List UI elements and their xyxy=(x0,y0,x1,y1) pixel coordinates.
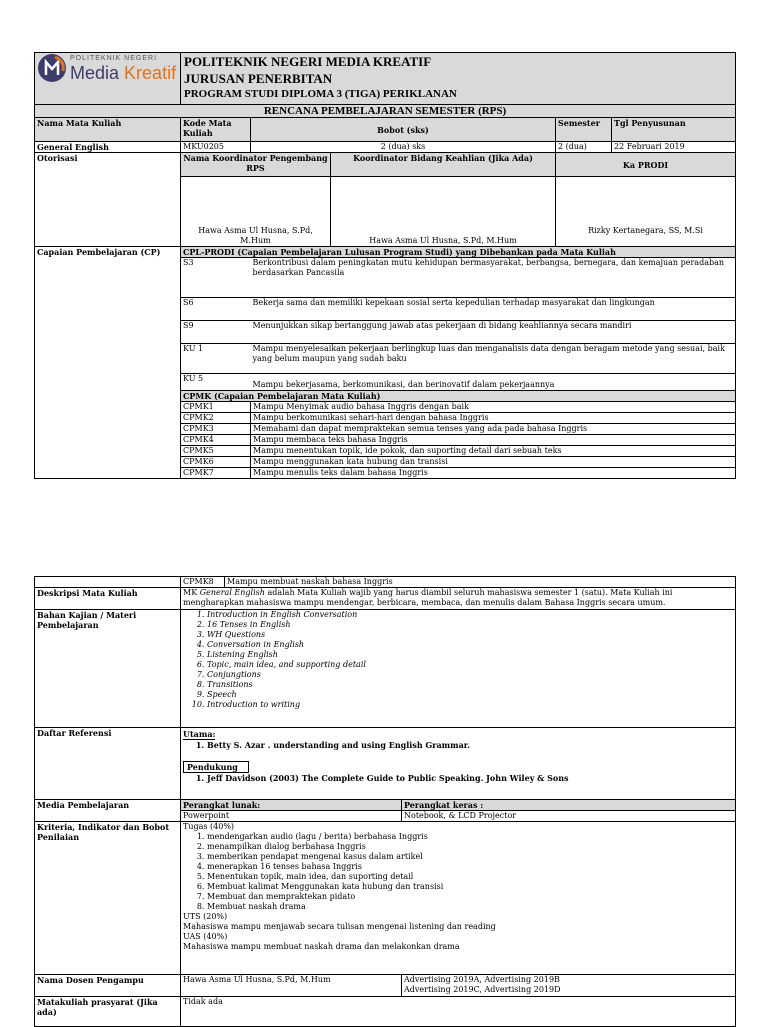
cpl-code: S6 xyxy=(181,298,251,321)
rps-detail-table xyxy=(34,576,736,1027)
list-item: 8. Membuat naskah drama xyxy=(207,902,733,912)
list-item: 6. Topic, main idea, and supporting detail xyxy=(207,660,733,670)
list-item: 3. WH Questions xyxy=(207,630,733,640)
label-date: Tgl Penyusunan xyxy=(612,118,736,142)
cpl-text: Bekerja sama dan memiliki kepekaan sosial serta kepedulian terhadap masyarakat dan lingkungan xyxy=(251,298,736,321)
ref-main-label: Utama: xyxy=(183,729,216,739)
course-description xyxy=(181,588,736,610)
course-code: MKU0205 xyxy=(181,142,251,153)
cpmk-text: Mampu Menyimak audio bahasa Inggris dengan baik xyxy=(251,402,736,413)
cpmk-code: CPMK7 xyxy=(181,468,251,479)
cpmk-code: CPMK2 xyxy=(181,413,251,424)
cpmk8-code: CPMK8 xyxy=(181,577,225,588)
empty-cell xyxy=(35,577,181,588)
list-item: 4. menerapkan 16 tenses bahasa Inggris xyxy=(207,862,733,872)
cpl-text: Mampu bekerjasama, berkomunikasi, dan berinovatif dalam pekerjaannya xyxy=(251,374,736,391)
label-course-code: Kode Mata Kuliah xyxy=(181,118,251,142)
course-semester: 2 (dua) xyxy=(556,142,612,153)
list-item: 10. Introduction to writing xyxy=(207,700,733,710)
institution-name: POLITEKNIK NEGERI MEDIA KREATIF xyxy=(184,54,432,69)
list-item: 6. Membuat kalimat Menggunakan kata hubung dan transisi xyxy=(207,882,733,892)
label-field-coordinator: Koordinator Bidang Keahlian (Jika Ada) xyxy=(331,153,556,177)
list-item: 1. Introduction in English Conversation xyxy=(207,610,733,620)
desc-post: adalah Mata Kuliah wajib yang harus diambil seluruh mahasiswa semester 1 (satu). Mata Kuliah ini mengharapkan mahasiswa mampu mendengar, berbicara, membaca, dan menulis dalam Bahasa Inggris secara umum. xyxy=(183,588,673,607)
cpmk-text: Mampu menulis teks dalam bahasa Inggris xyxy=(251,468,736,479)
uts-text: Mahasiswa mampu menjawab secara tulisan mengenai listening dan reading xyxy=(183,922,496,931)
cpl-text: Berkontribusi dalam peningkatan mutu kehidupan bermasyarakat, berbangsa, bernegara, dan kemajuan peradaban berdasarkan Pancasila xyxy=(251,258,736,298)
institution-cell xyxy=(181,53,736,105)
logo-top-text: POLITEKNIK NEGERI xyxy=(70,55,158,62)
department-name: JURUSAN PENERBITAN xyxy=(184,71,333,86)
hardware-value: Notebook, & LCD Projector xyxy=(402,811,736,822)
label-materials: Bahan Kajian / Materi Pembelajaran xyxy=(35,610,181,728)
ref-support-label: Pendukung xyxy=(183,761,249,773)
list-item: 5. Listening English xyxy=(207,650,733,660)
label-credit: Bobot (sks) xyxy=(251,118,556,142)
label-cp: Capaian Pembelajaran (CP) xyxy=(35,247,181,479)
label-lecturer: Nama Dosen Pengampu xyxy=(35,975,181,997)
label-course-name: Nama Mata Kuliah xyxy=(35,118,181,142)
cpl-code: KU 5 xyxy=(181,374,251,391)
cpmk-text: Mampu membaca teks bahasa Inggris xyxy=(251,435,736,446)
cpmk-header: CPMK (Capaian Pembelajaran Mata Kuliah) xyxy=(181,391,736,402)
label-head: Ka PRODI xyxy=(556,153,736,177)
course-credit: 2 (dua) sks xyxy=(251,142,556,153)
logo-cell xyxy=(35,53,181,105)
course-name: General English xyxy=(35,142,181,153)
cpmk-code: CPMK6 xyxy=(181,457,251,468)
ref-main-list xyxy=(183,740,733,750)
uts-label: UTS (20%) xyxy=(183,912,228,921)
course-date: 22 Februari 2019 xyxy=(612,142,736,153)
desc-italic: General English xyxy=(199,588,265,597)
cpmk8-text: Mampu membuat naskah bahasa Inggris xyxy=(225,577,736,588)
cpl-text: Mampu menyelesaikan pekerjaan berlingkup luas dan menganalisis data dengan beragam metode yang sesuai, baik yang belum maupun yang sudah baku xyxy=(251,344,736,374)
cpmk-code: CPMK4 xyxy=(181,435,251,446)
cpmk-text: Memahami dan dapat mempraktekan semua tenses yang ada pada bahasa Inggris xyxy=(251,424,736,435)
logo-kreatif-text: Kreatif xyxy=(124,63,177,83)
list-item: 2. menampilkan dialog berbahasa Inggris xyxy=(207,842,733,852)
label-semester: Semester xyxy=(556,118,612,142)
list-item: 5. Menentukan topik, main idea, dan suporting detail xyxy=(207,872,733,882)
prerequisite-value: Tidak ada xyxy=(181,997,736,1027)
list-item: 3. memberikan pendapat mengenai kasus dalam artikel xyxy=(207,852,733,862)
coordinator-name: Hawa Asma Ul Husna, S.Pd, M.Hum xyxy=(181,177,331,247)
list-item: 7. Conjungtions xyxy=(207,670,733,680)
cpmk-text: Mampu menggunakan kata hubung dan transisi xyxy=(251,457,736,468)
criteria-cell xyxy=(181,822,736,975)
cpmk-code: CPMK5 xyxy=(181,446,251,457)
tugas-label: Tugas (40%) xyxy=(183,822,235,831)
lecturer-classes xyxy=(402,975,736,997)
cpl-header: CPL-PRODI (Capaian Pembelajaran Lulusan Program Studi) yang Dibebankan pada Mata Kuliah xyxy=(181,247,736,258)
head-name: Rizky Kertanegara, SS, M.Si xyxy=(556,177,736,247)
list-item: 1. Jeff Davidson (2003) The Complete Guide to Public Speaking. John Wiley & Sons xyxy=(207,773,733,783)
cpl-text: Menunjukkan sikap bertanggung jawab atas pekerjaan di bidang keahliannya secara mandiri xyxy=(251,321,736,344)
lecturer-name: Hawa Asma Ul Husna, S.Pd, M.Hum xyxy=(181,975,402,997)
software-value: Powerpoint xyxy=(181,811,402,822)
list-item: 7. Membuat dan mempraktekan pidato xyxy=(207,892,733,902)
uas-label: UAS (40%) xyxy=(183,932,228,941)
label-hardware: Perangkat keras : xyxy=(402,800,736,811)
cpl-code: S9 xyxy=(181,321,251,344)
label-criteria: Kriteria, Indikator dan Bobot Penilaian xyxy=(35,822,181,975)
tugas-list xyxy=(183,832,733,912)
list-item: 2. 16 Tenses in English xyxy=(207,620,733,630)
classes-line-2: Advertising 2019C, Advertising 2019D xyxy=(404,985,561,994)
materials-list xyxy=(183,610,733,710)
logo-icon xyxy=(37,53,67,83)
cpmk-text: Mampu menentukan topik, ide pokok, dan suporting detail dari sebuah teks xyxy=(251,446,736,457)
cpl-code: S3 xyxy=(181,258,251,298)
label-description: Deskripsi Mata Kuliah xyxy=(35,588,181,610)
label-references: Daftar Referensi xyxy=(35,728,181,800)
label-authorization: Otorisasi xyxy=(35,153,181,247)
materials-cell xyxy=(181,610,736,728)
desc-pre: MK xyxy=(183,588,200,597)
label-prerequisite: Matakuliah prasyarat (Jika ada) xyxy=(35,997,181,1027)
list-item: 1. mendengarkan audio (lagu / berita) berbahasa Inggris xyxy=(207,832,733,842)
cpl-code: KU 1 xyxy=(181,344,251,374)
references-cell xyxy=(181,728,736,800)
program-name: PROGRAM STUDI DIPLOMA 3 (TIGA) PERIKLANAN xyxy=(184,88,457,100)
doc-title: RENCANA PEMBELAJARAN SEMESTER (RPS) xyxy=(35,105,736,118)
label-coordinator: Nama Koordinator Pengembang RPS xyxy=(181,153,331,177)
logo-media-text: Media xyxy=(70,63,120,83)
label-media: Media Pembelajaran xyxy=(35,800,181,822)
ref-support-list xyxy=(183,773,733,783)
uas-text: Mahasiswa mampu membuat naskah drama dan melakonkan drama xyxy=(183,942,460,951)
list-item: 9. Speech xyxy=(207,690,733,700)
cpmk-text: Mampu berkomunikasi sehari-hari dengan bahasa Inggris xyxy=(251,413,736,424)
cpmk-code: CPMK3 xyxy=(181,424,251,435)
list-item: 8. Transitions xyxy=(207,680,733,690)
rps-header-table xyxy=(34,52,736,479)
list-item: 1. Betty S. Azar . understanding and using English Grammar. xyxy=(207,740,733,750)
classes-line-1: Advertising 2019A, Advertising 2019B xyxy=(404,975,560,984)
field-coordinator-name: Hawa Asma Ul Husna, S.Pd, M.Hum xyxy=(331,177,556,247)
list-item: 4. Conversation in English xyxy=(207,640,733,650)
label-software: Perangkat lunak: xyxy=(181,800,402,811)
cpmk-code: CPMK1 xyxy=(181,402,251,413)
